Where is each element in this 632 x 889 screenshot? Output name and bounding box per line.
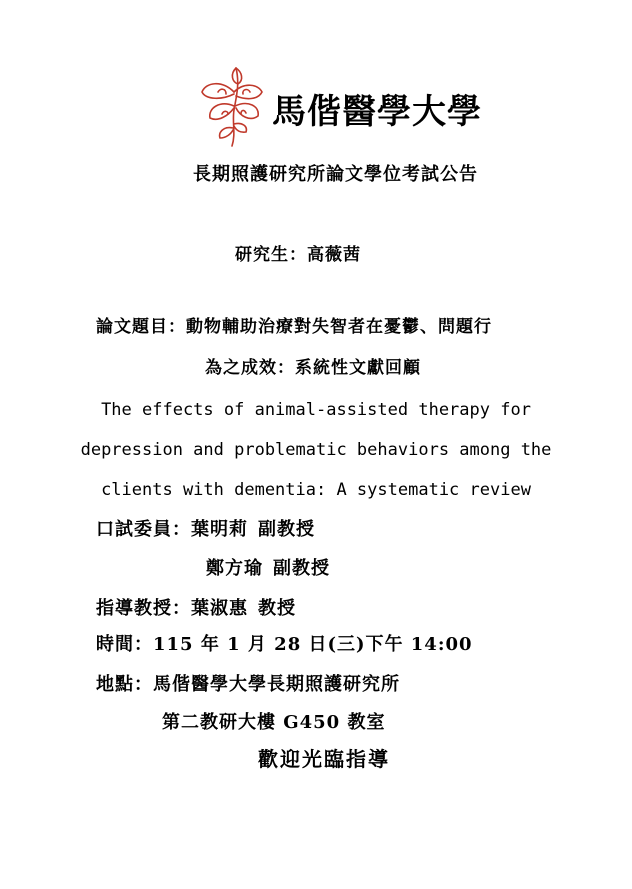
thesis-zh-text-1: 動物輔助治療對失智者在憂鬱、問題行 xyxy=(186,317,492,337)
notice-title: 長期照護研究所論文學位考試公告 xyxy=(193,164,478,185)
thesis-title-en-line3: clients with dementia: A systematic review xyxy=(101,480,531,500)
welcome-message: 歡迎光臨指導 xyxy=(258,747,390,771)
committee-member-1 xyxy=(96,515,315,541)
advisor-line xyxy=(96,594,296,620)
exam-place-line2: 第二教研大樓 G450 教室 xyxy=(162,712,386,733)
place-value-1: 馬偕醫學大學長期照護研究所 xyxy=(153,674,400,695)
university-logo-text: 馬偕醫學大學 xyxy=(272,92,482,132)
advisor-name: 葉淑惠 xyxy=(191,598,248,619)
student-name: 高薇茜 xyxy=(307,245,361,265)
thesis-title-en-line1: The effects of animal-assisted therapy for xyxy=(101,400,531,420)
thesis-label: 論文題目： xyxy=(96,317,186,337)
time-label: 時間： xyxy=(96,634,153,655)
student-line xyxy=(235,240,361,265)
committee-member-title: 副教授 xyxy=(273,558,330,579)
thesis-title-zh-line1 xyxy=(96,312,492,337)
time-value: 115 年 1 月 28 日(三)下午 14:00 xyxy=(153,634,473,655)
advisor-title: 教授 xyxy=(258,598,296,619)
committee-label: 口試委員： xyxy=(96,519,191,540)
advisor-label: 指導教授： xyxy=(96,598,191,619)
committee-member-name: 鄭方瑜 xyxy=(206,558,263,579)
student-label: 研究生： xyxy=(235,245,307,265)
committee-member-title: 副教授 xyxy=(258,519,315,540)
committee-member-name: 葉明莉 xyxy=(191,519,248,540)
exam-time-line xyxy=(96,630,473,656)
thesis-title-zh-line2: 為之成效：系統性文獻回顧 xyxy=(205,358,421,378)
exam-place-line1 xyxy=(96,670,400,696)
thesis-title-en-line2: depression and problematic behaviors among the xyxy=(80,440,552,460)
flower-emblem-icon xyxy=(196,62,272,148)
committee-member-2 xyxy=(206,554,330,580)
place-label: 地點： xyxy=(96,674,153,695)
